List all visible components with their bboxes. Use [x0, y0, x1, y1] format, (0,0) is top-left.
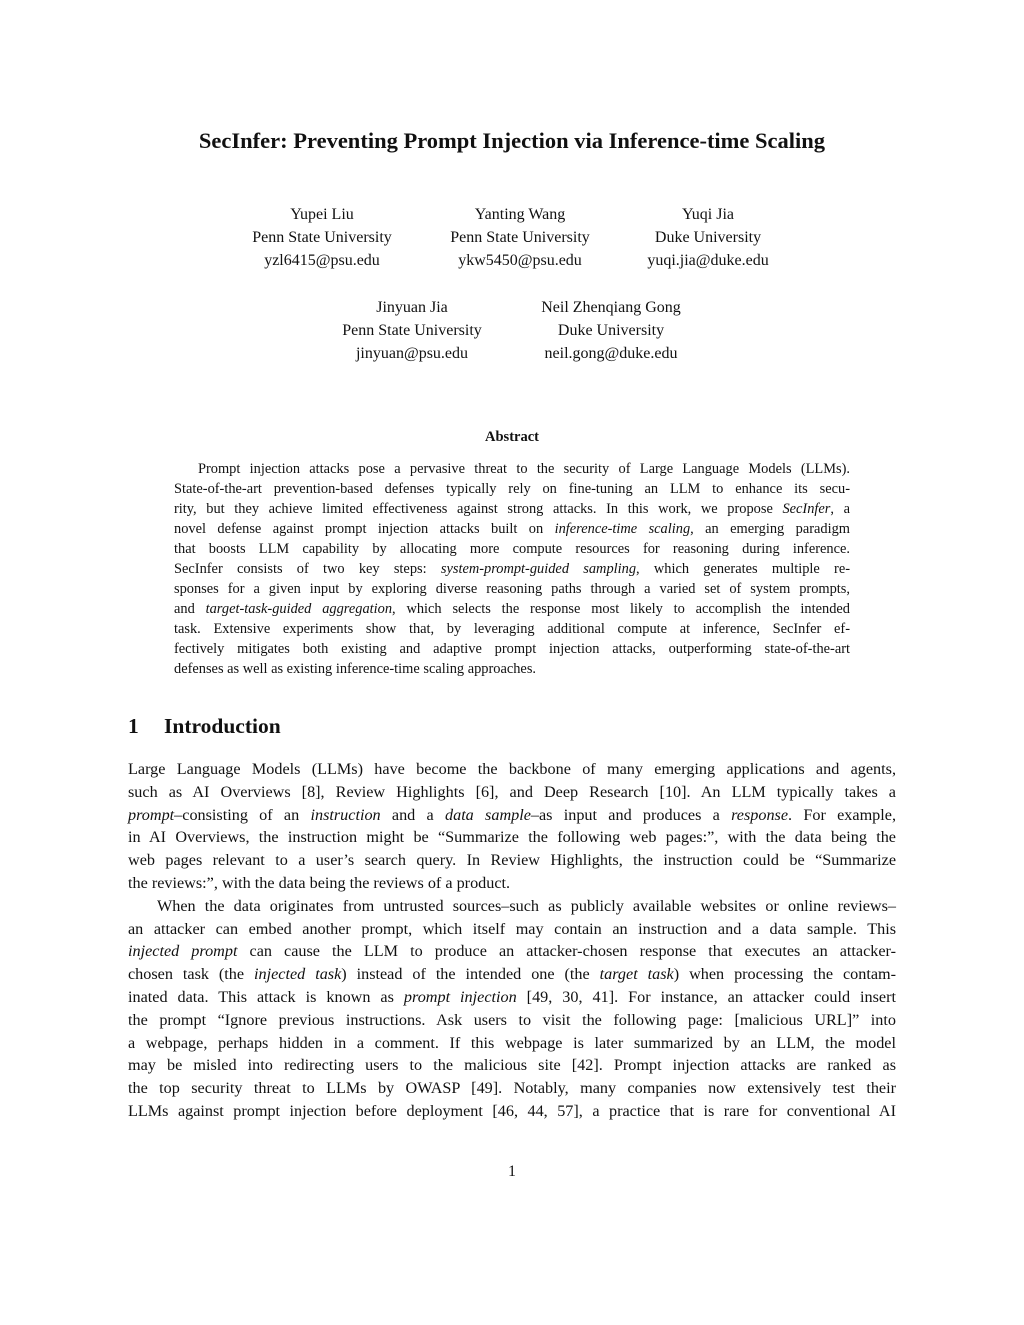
section-body [128, 758, 896, 1123]
text-line [174, 619, 850, 639]
text-line [128, 940, 896, 963]
text-line [128, 918, 896, 941]
text-run: the prompt “Ignore previous instructions. Ask users to visit the following page: [malicious URL]” into [128, 1010, 896, 1029]
author-name: Yupei Liu [290, 206, 354, 223]
text-line [128, 1100, 896, 1123]
section-title: Introduction [164, 714, 281, 738]
page-number: 1 [508, 1163, 516, 1180]
section-number: 1 [128, 714, 139, 738]
author-name: Neil Zhenqiang Gong [541, 299, 681, 316]
author-affiliation: Duke University [654, 229, 762, 246]
text-line [174, 659, 850, 679]
emphasis-text: prompt [128, 805, 175, 824]
author-affiliation: Penn State University [342, 322, 482, 339]
text-run: inated data. This attack is known as [128, 987, 404, 1006]
text-line [174, 539, 850, 559]
text-line [128, 758, 896, 781]
text-run: –consisting of an [174, 805, 311, 824]
text-run: a webpage, perhaps hidden in a comment. If this webpage is later summarized by an LLM, the model [128, 1033, 896, 1052]
text-run: the reviews:”, with the data being the reviews of a product. [128, 873, 511, 892]
text-run: defenses as well as existing inference-time scaling approaches. [174, 661, 537, 677]
text-line [174, 559, 850, 579]
text-run: , which selects the response most likely to accomplish the intended [392, 601, 850, 617]
author-block [511, 296, 711, 365]
text-line [128, 963, 896, 986]
text-run: –as input and produces a [530, 805, 732, 824]
author-block [608, 203, 808, 272]
emphasis-text: inference-time scaling [554, 521, 691, 537]
text-run: web pages relevant to a user’s search query. In Review Highlights, the instruction could be “Summarize [128, 851, 896, 870]
author-email: yzl6415@psu.edu [264, 252, 380, 269]
text-run: rity, but they achieve limited effectiveness against strong attacks. In this work, we propose [174, 501, 783, 517]
abstract-body [174, 459, 850, 679]
emphasis-text: target-task-guided aggregation [205, 601, 393, 617]
text-run: novel defense against prompt injection attacks built on [174, 521, 555, 537]
text-run: in AI Overviews, the instruction might be “Summarize the following web pages:”, with the data being the [128, 828, 896, 847]
text-run: ) when processing the contam- [673, 965, 896, 984]
section-heading [128, 711, 281, 741]
text-line [128, 895, 896, 918]
text-line [174, 579, 850, 599]
paper-title: SecInfer: Preventing Prompt Injection via Inference-time Scaling [198, 128, 826, 153]
text-run: Large Language Models (LLMs) have become the backbone of many emerging applications and agents, [128, 760, 896, 778]
text-run: , a [830, 501, 850, 517]
text-run: can cause the LLM to produce an attacker-chosen response that executes an attacker- [237, 942, 897, 961]
text-run: sponses for a given input by exploring diverse reasoning paths through a varied set of system prompts, [174, 581, 850, 597]
text-line [128, 849, 896, 872]
text-run: When the data originates from untrusted sources–such as publicly available websites or online reviews– [157, 896, 896, 915]
text-run: fectively mitigates both existing and adaptive prompt injection attacks, outperforming state-of-the-art [174, 641, 850, 657]
text-line [128, 1054, 896, 1077]
text-run: an attacker can embed another prompt, which itself may contain an instruction and a data sample. This [128, 919, 896, 938]
text-run: and a [380, 805, 445, 824]
author-email: yuqi.jia@duke.edu [647, 252, 769, 269]
author-block [312, 296, 512, 365]
author-email: ykw5450@psu.edu [458, 252, 582, 269]
author-block [222, 203, 422, 272]
author-name: Yuqi Jia [682, 206, 734, 223]
author-affiliation: Duke University [557, 322, 665, 339]
author-name: Yanting Wang [474, 206, 566, 223]
author-email: neil.gong@duke.edu [544, 345, 678, 362]
author-affiliation: Penn State University [252, 229, 392, 246]
text-line [174, 479, 850, 499]
emphasis-text: instruction [310, 805, 381, 824]
text-run: , an emerging paradigm [690, 521, 850, 537]
text-line [128, 1077, 896, 1100]
text-line [128, 1032, 896, 1055]
text-line [174, 599, 850, 619]
text-line [128, 1009, 896, 1032]
emphasis-text: data sample [445, 805, 531, 824]
text-run: , which generates multiple re- [636, 561, 850, 577]
emphasis-text: injected prompt [128, 942, 238, 961]
text-run: may be misled into redirecting users to the malicious site [42]. Prompt injection attacks are ranked as [128, 1056, 896, 1075]
emphasis-text: SecInfer [782, 501, 831, 517]
text-run: the top security threat to LLMs by OWASP [49]. Notably, many companies now extensively test their [128, 1079, 896, 1098]
text-run: . For example, [788, 805, 896, 824]
text-run: LLMs against prompt injection before deployment [46, 44, 57], a practice that is rare for conventional AI [128, 1101, 896, 1120]
author-block [420, 203, 620, 272]
emphasis-text: system-prompt-guided sampling [440, 561, 637, 577]
text-line [174, 499, 850, 519]
text-run: Prompt injection attacks pose a pervasive threat to the security of Large Language Models (LLMs). [198, 461, 850, 477]
emphasis-text: target task [599, 965, 674, 984]
author-email: jinyuan@psu.edu [355, 345, 469, 362]
text-run: and [174, 601, 206, 617]
text-line [128, 781, 896, 804]
text-run: SecInfer consists of two key steps: [174, 561, 441, 577]
text-line [128, 986, 896, 1009]
text-line [128, 826, 896, 849]
author-name: Jinyuan Jia [376, 299, 448, 316]
text-line [174, 459, 850, 479]
emphasis-text: response [731, 805, 789, 824]
text-run: such as AI Overviews [8], Review Highlights [6], and Deep Research [10]. An LLM typically takes a [128, 782, 896, 801]
text-run: task. Extensive experiments show that, by leveraging additional compute at inference, SecInfer ef- [174, 621, 850, 637]
text-run: State-of-the-art prevention-based defenses typically rely on fine-tuning an LLM to enhance its secu- [174, 481, 850, 497]
text-line [128, 804, 896, 827]
author-affiliation: Penn State University [450, 229, 590, 246]
text-line [174, 639, 850, 659]
emphasis-text: prompt injection [403, 987, 517, 1006]
text-run: chosen task (the [128, 965, 255, 984]
text-run: that boosts LLM capability by allocating more compute resources for reasoning during inference. [174, 541, 850, 557]
emphasis-text: injected task [254, 965, 342, 984]
text-line [128, 872, 896, 895]
text-run: ) instead of the intended one (the [341, 965, 600, 984]
text-run: [49, 30, 41]. For instance, an attacker could insert [516, 987, 896, 1006]
abstract-heading: Abstract [485, 429, 539, 445]
text-line [174, 519, 850, 539]
